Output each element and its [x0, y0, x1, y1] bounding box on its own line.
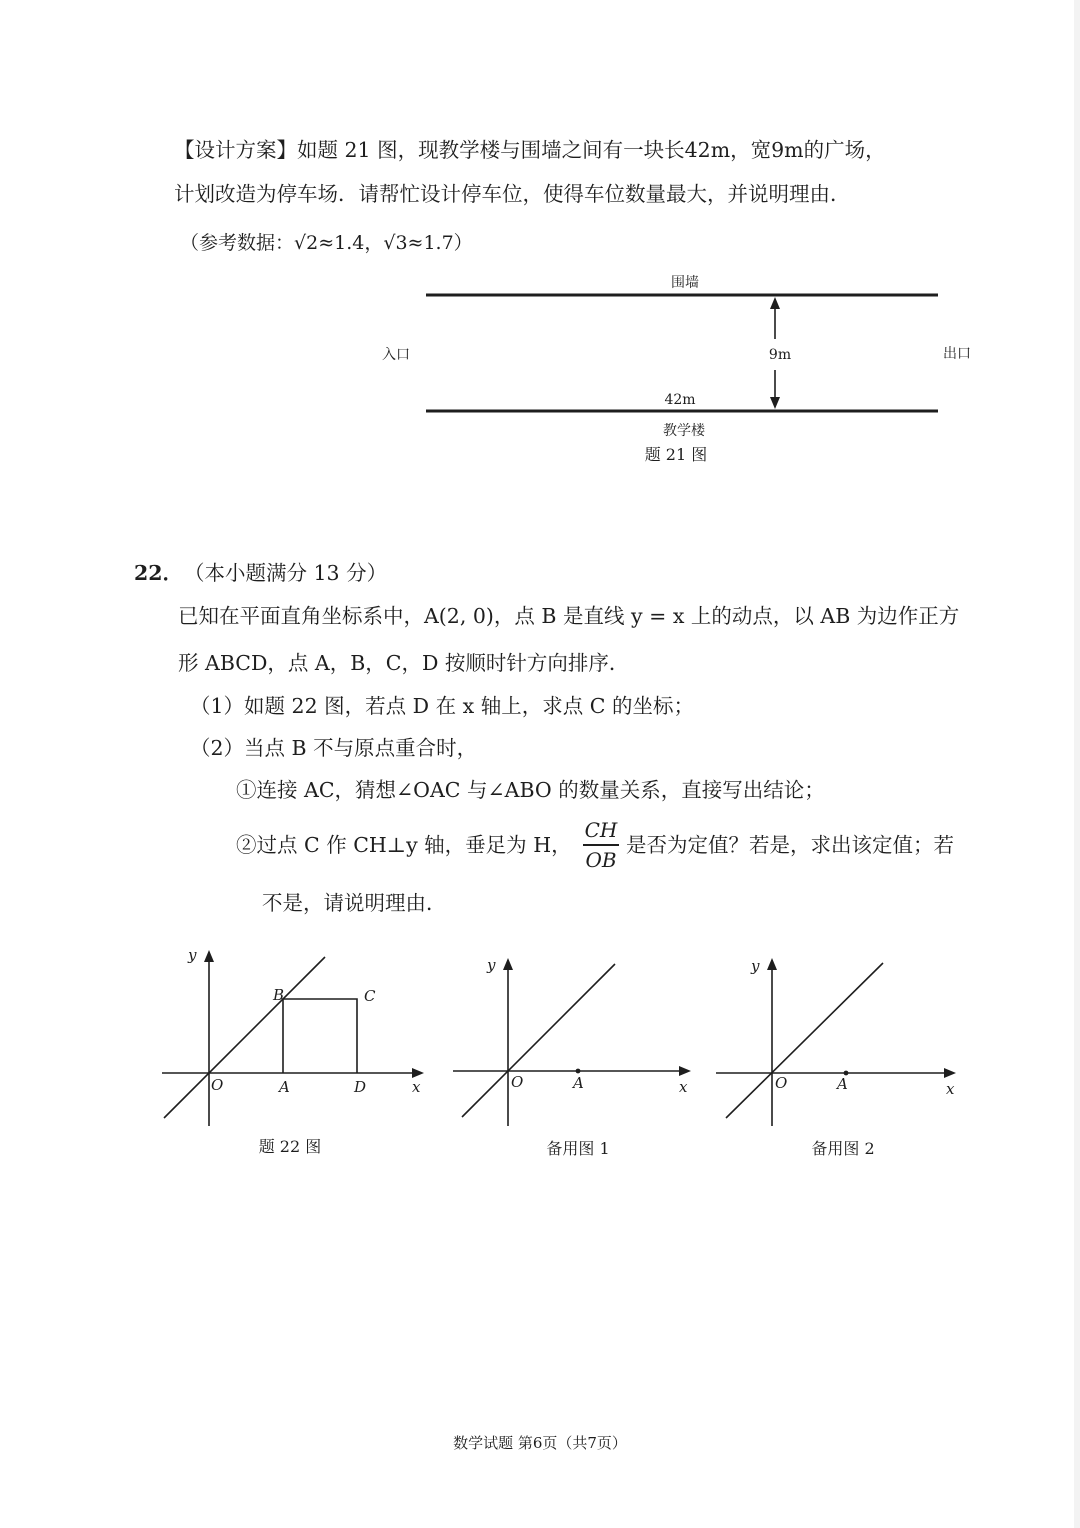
problem22-q2-2-post: 是否为定值？若是，求出该定值；若 [626, 833, 954, 857]
exit-label: 出口 [943, 346, 971, 362]
problem22-q2-2-line2: 不是，请说明理由． [262, 891, 447, 915]
label-d: D [354, 1078, 367, 1096]
problem21-line1: 【设计方案】如题 21 图，现教学楼与围墙之间有一块长42m，宽9m的广场， [174, 138, 886, 162]
label-x: x [412, 1078, 421, 1096]
line-y-equals-x [462, 964, 615, 1117]
label-o: O [511, 1073, 524, 1091]
label-o: O [775, 1074, 788, 1092]
label-x: x [679, 1078, 688, 1096]
page-footer: 数学试题 第6页（共7页） [453, 1434, 627, 1452]
line-y-equals-x [726, 963, 883, 1118]
square-abcd [283, 999, 357, 1073]
y-axis-arrow [503, 958, 513, 970]
spare-figure-1-caption: 备用图 1 [546, 1139, 610, 1158]
label-b: B [273, 986, 285, 1004]
label-y: y [487, 956, 496, 974]
entrance-label: 入口 [382, 347, 410, 363]
x-axis-arrow [412, 1068, 424, 1078]
figure-22 [150, 940, 440, 1170]
arrow-head-down [770, 397, 780, 409]
spare-figure-2 [710, 940, 970, 1170]
building-label: 教学楼 [663, 423, 705, 439]
y-axis-arrow [767, 958, 777, 970]
problem21-reference: （参考数据：√2≈1.4，√3≈1.7） [180, 232, 473, 254]
label-a: A [573, 1074, 584, 1092]
problem22-q1: （1）如题 22 图，若点 D 在 x 轴上，求点 C 的坐标； [190, 694, 694, 718]
label-c: C [364, 987, 376, 1005]
problem22-stem-line2: 形 ABCD，点 A，B，C，D 按顺时针方向排序． [178, 651, 630, 675]
fraction-bar [583, 844, 619, 846]
x-axis-arrow [944, 1068, 956, 1078]
label-a: A [837, 1075, 848, 1093]
figure21-caption: 题 21 图 [644, 445, 708, 464]
spare-figure-1 [445, 940, 705, 1170]
point-a [576, 1069, 581, 1074]
y-axis-arrow [204, 950, 214, 962]
label-y: y [751, 957, 760, 975]
label-a: A [279, 1078, 290, 1096]
label-y: y [188, 946, 197, 964]
fraction-numerator: CH [584, 818, 618, 842]
x-axis-arrow [679, 1066, 691, 1076]
page-edge [1074, 0, 1080, 1528]
line-y-equals-x [164, 957, 325, 1118]
spare-figure-2-caption: 备用图 2 [811, 1139, 875, 1158]
fraction-denominator: OB [585, 847, 617, 872]
problem21-line2: 计划改造为停车场．请帮忙设计停车位，使得车位数量最大，并说明理由． [174, 182, 851, 206]
label-x: x [946, 1080, 955, 1098]
label-o: O [211, 1076, 224, 1094]
width-label: 9m [768, 347, 792, 363]
problem22-stem-line1: 已知在平面直角坐标系中，A(2, 0)，点 B 是直线 y = x 上的动点，以 AB 为边作正方 [178, 604, 960, 628]
problem22-number: 22． [134, 561, 184, 585]
wall-label: 围墙 [671, 275, 699, 291]
problem22-q2-1: ①连接 AC，猜想∠OAC 与∠ABO 的数量关系，直接写出结论； [236, 778, 825, 802]
problem22-score: （本小题满分 13 分） [184, 561, 388, 585]
fraction-ch-over-ob [583, 818, 619, 872]
figure-21 [370, 265, 990, 475]
problem22-q2: （2）当点 B 不与原点重合时， [190, 736, 478, 760]
length-label: 42m [664, 392, 696, 408]
arrow-head-up [770, 297, 780, 309]
problem22-q2-2-pre: ②过点 C 作 CH⊥y 轴，垂足为 H， [236, 833, 572, 857]
figure22-caption: 题 22 图 [258, 1137, 322, 1156]
